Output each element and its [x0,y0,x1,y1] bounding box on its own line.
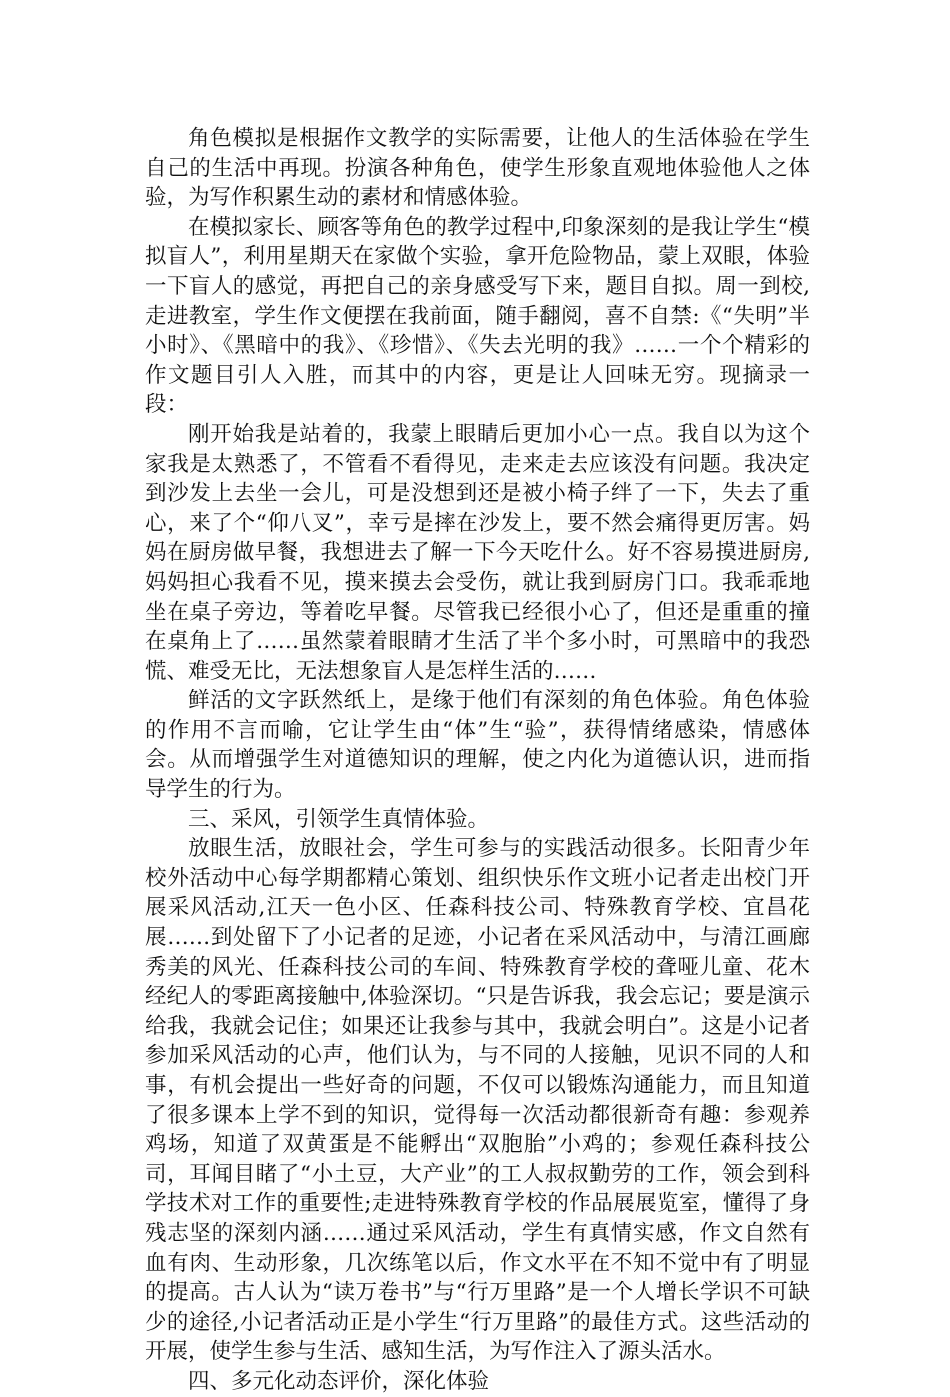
document-body [145,124,810,1397]
paragraph-blind-simulation: 在模拟家长、顾客等角色的教学过程中,印象深刻的是我让学生“模拟盲人”，利用星期天在家做个实验，拿开危险物品，蒙上双眼，体验一下盲人的感觉，再把自己的亲身感受写下来，题目自拟。周一到校,走进教室，学生作文便摆在我前面，随手翻阅，喜不自禁:《“失明”半小时》、《黑暗中的我》、《珍惜》、《失去光明的我》……一个个精彩的作文题目引人入胜，而其中的内容，更是让人回味无穷。现摘录一段： [145,214,810,418]
section-heading-3: 三、采风，引领学生真情体验。 [188,806,490,832]
paragraph-role-simulation: 角色模拟是根据作文教学的实际需要，让他人的生活体验在学生自己的生活中再现。扮演各种角色，使学生形象直观地体验他人之体验，为写作积累生动的素材和情感体验。 [145,126,810,211]
paragraph-field-activities: 放眼生活，放眼社会，学生可参与的实践活动很多。长阳青少年校外活动中心每学期都精心策划、组织快乐作文班小记者走出校门开展采风活动,江天一色小区、任森科技公司、特殊教育学校、宜昌花展……到处留下了小记者的足迹，小记者在采风活动中，与清江画廊秀美的风光、任森科技公司的车间、特殊教育学校的聋哑儿童、花木经纪人的零距离接触中,体验深切。“只是告诉我，我会忘记；要是演示给我，我就会记住；如果还让我参与其中，我就会明白”。这是小记者参加采风活动的心声，他们认为，与不同的人接触，见识不同的人和事，有机会提出一些好奇的问题，不仅可以锻炼沟通能力，而且知道了很多课本上学不到的知识，觉得每一次活动都很新奇有趣：参观养鸡场，知道了双黄蛋是不能孵出“双胞胎”小鸡的；参观任森科技公司，耳闻目睹了“小土豆，大产业”的工人叔叔勤劳的工作，领会到科学技术对工作的重要性;走进特殊教育学校的作品展展览室，懂得了身残志坚的深刻内涵……通过采风活动，学生有真情实感，作文自然有血有肉、生动形象，几次练笔以后，作文水平在不知不觉中有了明显的提高。古人认为“读万卷书”与“行万里路”是一个人增长学识不可缺少的途径,小记者活动正是小学生“行万里路”的最佳方式。这些活动的开展，使学生参与生活、感知生活，为写作注入了源头活水。 [145,836,810,1365]
paragraph-role-experience: 鲜活的文字跃然纸上，是缘于他们有深刻的角色体验。角色体验的作用不言而喻，它让学生由“体”生“验”，获得情绪感染，情感体会。从而增强学生对道德知识的理解，使之内化为道德认识，进而指导学生的行为。 [145,688,810,803]
paragraph-student-excerpt: 刚开始我是站着的，我蒙上眼睛后更加小心一点。我自以为这个家我是太熟悉了，不管看不看得见，走来走去应该没有问题。我决定到沙发上去坐一会儿，可是没想到还是被小椅子绊了一下，失去了重心，来了个“仰八叉”，幸亏是摔在沙发上，要不然会痛得更厉害。妈妈在厨房做早餐，我想进去了解一下今天吃什么。好不容易摸进厨房,妈妈担心我看不见，摸来摸去会受伤，就让我到厨房门口。我乖乖地坐在桌子旁边，等着吃早餐。尽管我已经很小心了，但还是重重的撞在桌角上了……虽然蒙着眼睛才生活了半个多小时，可黑暗中的我恐慌、难受无比，无法想象盲人是怎样生活的…… [145,421,810,684]
section-heading-4: 四、多元化动态评价，深化体验 [188,1368,490,1394]
